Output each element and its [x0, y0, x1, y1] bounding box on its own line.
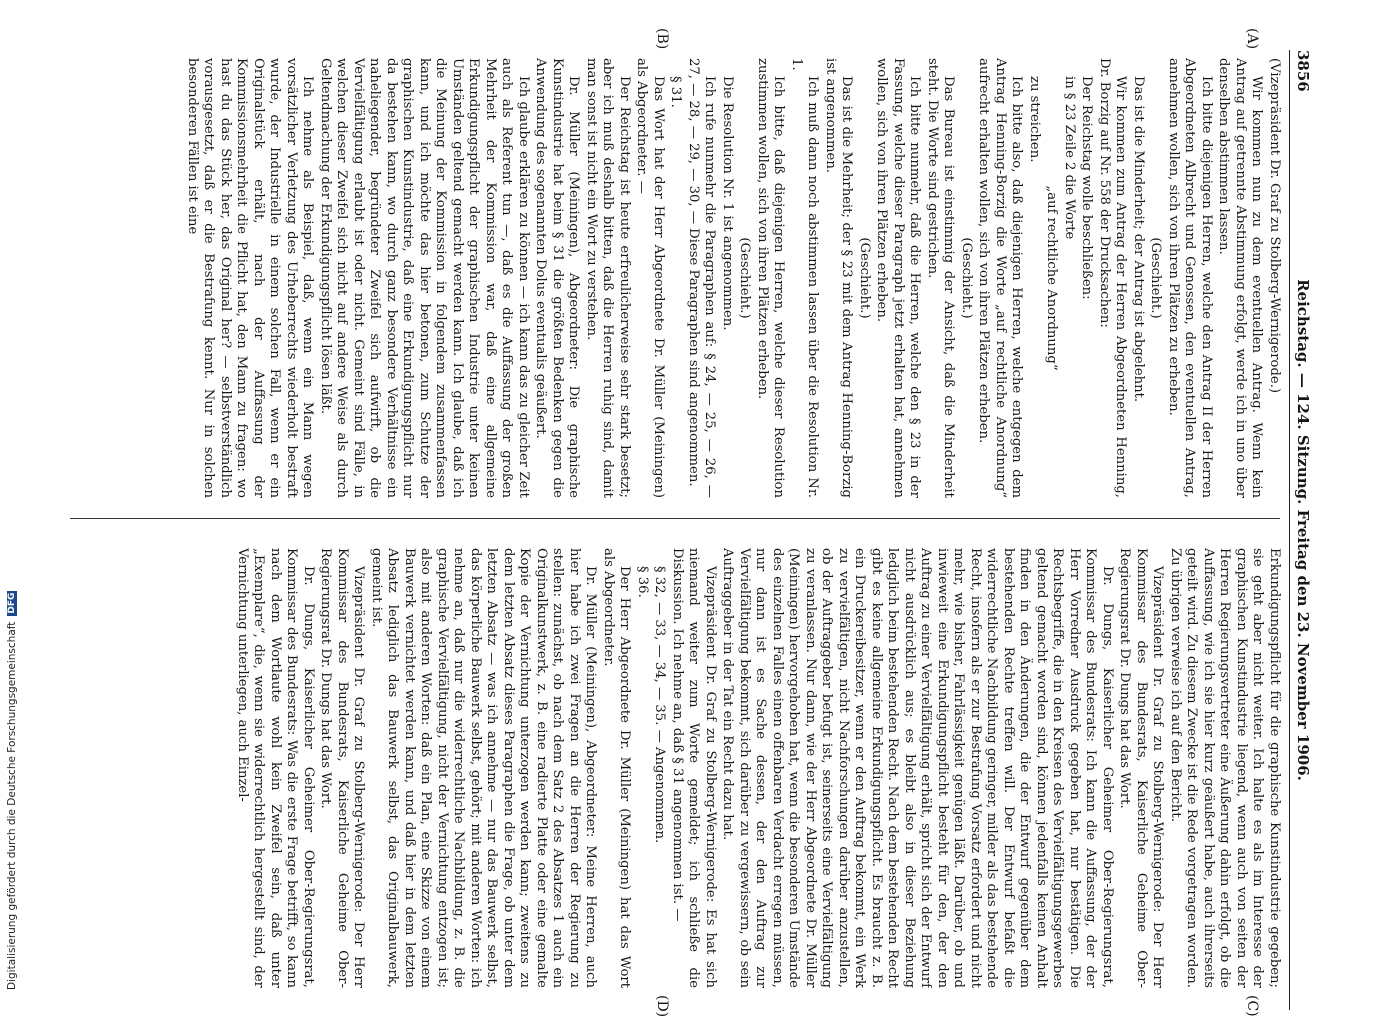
document-page	[20, 28, 1320, 1017]
paragraph: (Vizepräsident Dr. Graf zu Stolberg-Wernigerode.)	[1267, 58, 1282, 394]
paragraph: Vizepräsident Dr. Graf zu Stolberg-Wernigerode: Der Herr Kommissar des Bundesrats, Kaiserliche Geheime Ober-Regierungsrat Dr. Dungs hat das Wort.	[318, 548, 367, 988]
header-rule	[1289, 50, 1290, 1010]
paragraph: § 31.	[668, 76, 684, 108]
margin-mark-b: (B)	[654, 28, 670, 50]
paragraph: Ich muß dann noch abstimmen lassen über die Resolution Nr. 1.	[789, 58, 821, 498]
paragraph: Ich nehme als Beispiel, daß, wenn ein Mann wegen vorsätzlicher Verletzung des Urheberrechts wiederholt bestraft wurde, der Industrielle in einem solchen Fall, wenn er ein Originalstück erhält, nach der Auffassung der Kommissionsmehrheit die Pflicht hat, den Mann zu fragen: wo hast du das Stück her, das Original her? — selbstverständlich vorausgesetzt, daß er die Bestrafung kennt. Nur in solchen besonderen Fällen ist eine	[185, 58, 316, 498]
paragraph: Wir kommen zum Antrag der Herren Abgeordneten Henning, Dr. Borzig auf Nr. 558 der Drucksachen:	[1097, 58, 1129, 498]
page-number: 3856	[1294, 50, 1312, 92]
paragraph: Dr. Dungs, Kaiserlicher Geheimer Ober-Regierungsrat, Kommissar des Bundesrats: Ich kann die Auffassung, der der Herr Vorredner Ausdruck gegeben hat, nur bestätigen. Die Rechtsbegriffe, die in den Kreisen des Vervielfältigungsgewerbes geltend gemacht worden sind, können jedenfalls keinen Anhalt finden in den Änderungen, die der Entwurf gegenüber dem bestehenden Rechte treffen will. Der Entwurf befaßt die widerrechtliche Nachbildung geringer, milder als das bestehende Recht, insofern als er zur Bestrafung Vorsatz erfordert und nicht mehr, wie bisher, Fahrlässigkeit genügen läßt. Darüber, ob und inwieweit eine Erkundigungspflicht besteht für den, der den Auftrag zu einer Vervielfältigung erhält, spricht sich der Entwurf nicht ausdrücklich aus; es bleibt also in dieser Beziehung lediglich beim bestehenden Recht. Nach dem bestehenden Recht gibt es keine allgemeine Erkundigungspflicht. Es braucht z. B. ein Druckereibesitzer, wenn er den Auftrag bekommt, ein Werk zu vervielfältigen, nicht Nachforschungen darüber anzustellen, ob der Auftraggeber befugt ist, seinerseits eine Vervielfältigung zu veranlassen. Nur dann, wie der Herr Abgeordnete Dr. Müller (Meiningen) hervorgehoben hat, wenn die besonderen Umstände des einzelnen Falles einen offenbaren Verdacht erregen müssen, nur dann ist es Sache dessen, der den Auftrag zur Vervielfältigung bekommt, sich darüber zu vergewissern, ob sein Auftraggeber in der Tat ein Recht dazu hat.	[720, 548, 1115, 988]
paragraph: (Geschieht.)	[857, 237, 872, 319]
left-text-column	[62, 58, 1282, 498]
paragraph: Ich bitte also, daß diejenigen Herren, welche entgegen dem Antrag Henning-Borzig die Worte „auf rechtliche Anordnung“ aufrecht erhalten wollen, sich von ihren Plätzen erheben.	[976, 58, 1025, 498]
page-header	[1288, 50, 1312, 1010]
paragraph: zu streichen.	[1027, 76, 1042, 163]
paragraph: Wir kommen nun zu dem eventuellen Antrag. Wenn kein Antrag auf getrennte Abstimmung erfolgt, werde ich in uno über denselben abstimmen lassen.	[1216, 58, 1265, 498]
paragraph: Der Herr Abgeordnete Dr. Müller (Meiningen) hat das Wort als Abgeordneter.	[601, 548, 633, 988]
paragraph: Dr. Müller (Meiningen), Abgeordneter: Meine Herren, auch hier habe ich zwei Fragen an die Herren der Regierung zu stellen: zunächst, ob nach dem Satz 2 des Absatzes 1 auch ein Originalkunstwerk, z. B. eine radierte Platte oder eine gemalte Kopie der Vernichtung unterzogen werden kann; zweitens zu dem letzten Absatz dieses Paragraphen die Frage, ob unter dem letzten Absatz — was ich annehme — nur das Bauwerk selbst, das körperliche Bauwerk selbst, gehört; mit anderen Worten: ich nehme an, daß nur die widerrechtliche Nachbildung, z. B. die graphische Vervielfältigung, nicht der Vernichtung entzogen ist; also mit anderen Worten: daß ein Plan, eine Skizze von einem Bauwerk vernichtet werden kann, und daß hier in dem letzten Absatz lediglich das Bauwerk selbst, das Originalbauwerk, gemeint ist.	[369, 548, 599, 988]
paragraph: Ich glaube erklären zu können — ich kann das zu gleicher Zeit auch als Referent tun —, daß es die Auffassung der großen Mehrheit der Kommission war, daß eine allgemeine Erkundigungspflicht der graphischen Industrie unter keinen Umständen geltend gemacht werden kann. Ich glaube, daß ich die Meinung der Kommission in folgendem zusammenfassen kann, und ich möchte das hier betonen, zum Schutze der graphischen Kunstindustrie, daß eine Erkundigungspflicht nur da bestehen kann, wo durch ganz besondere Verhältnisse ein naheliegender, begründeter Zweifel sich aufwirft, ob die Vervielfältigung erlaubt ist oder nicht. Gemeint sind Fälle, in welchen dieser Zweifel sich nicht auf andere Weise als durch Geltendmachung der Erkundigungspflicht lösen läßt.	[318, 58, 531, 498]
paragraph: Der Reichstag wolle beschließen:	[1079, 76, 1095, 300]
paragraph: Dr. Dungs, Kaiserlicher Geheimer Ober-Regierungsrat, Kommissar des Bundesrats: Was die erste Frage betrifft, so kann nach dem Wortlaute wohl kein Zweifel sein, daß unter „Exemplare“, die, wenn sie widerrechtlich hergestellt sind, der Vernichtung unterliegen, auch Einzel-	[235, 548, 316, 988]
paragraph: (Geschieht.)	[959, 237, 974, 319]
paragraph: Das ist die Minderheit; der Antrag ist abgelehnt.	[1131, 76, 1146, 403]
paragraph: Erkundigungspflicht für die graphische Kunstindustrie gegeben; sie geht aber nicht weiter. Ich halte es als im Interesse der graphischen Kunstindustrie liegend, wenn auch von seiten der Herren Regierungsvertreter eine Äußerung dahin erfolgt, ob die Auffassung, wie ich sie hier kurz geäußert habe, auch ihrerseits geteilt wird. Zu diesem Zwecke ist die Rede vorgetragen worden. Zu übrigen verweise ich auf den Bericht.	[1168, 548, 1282, 988]
credit-text: Digitalisierung gefördert durch die Deutsche Forschungsgemeinschaft	[6, 621, 18, 990]
paragraph: (Geschieht.)	[1148, 237, 1164, 319]
paragraph: Vizepräsident Dr. Graf zu Stolberg-Wernigerode: Es hat sich niemand weiter zum Worte gemeldet; ich schließe die Diskussion. Ich nehme an, daß § 31 angenommen ist. —	[670, 548, 718, 988]
paragraph: Vizepräsident Dr. Graf zu Stolberg-Wernigerode: Der Herr Kommissar des Bundesrats, Kaiserliche Geheime Ober-Regierungsrat Dr. Dungs hat das Wort.	[1117, 548, 1166, 988]
paragraph: Das Bureau ist einstimmig der Ansicht, daß die Minderheit steht. Die Worte sind gestrichen.	[925, 58, 957, 498]
paragraph: Der Reichstag ist heute erfreulicherweise sehr stark besetzt; aber ich muß deshalb bitten, daß die Herren ruhig sind, damit man sonst ist nicht ein Wort zu verstehen.	[584, 58, 632, 498]
dfg-logo: DFG	[7, 592, 17, 614]
running-title: Reichstag. — 124. Sitzung. Freitag den 23. November 1906.	[1294, 279, 1312, 781]
paragraph: Ich rufe nunmehr die Paragraphen auf: § 24, — 25, — 26, — 27, — 28, — 29, — 30, — Diese Paragraphen sind angenommen.	[686, 58, 718, 498]
margin-mark-c: (C)	[1244, 995, 1260, 1017]
margin-mark-a: (A)	[1244, 28, 1260, 50]
paragraph: Das Wort hat der Herr Abgeordnete Dr. Müller (Meiningen) als Abgeordneter. —	[634, 58, 666, 498]
paragraph: Ich bitte, daß diejenigen Herren, welche dieser Resolution zustimmen wollen, sich von ihren Plätzen erheben.	[755, 58, 787, 498]
paragraph: „auf rechtliche Anordnung“	[1044, 185, 1060, 371]
right-text-column	[62, 548, 1282, 988]
paragraph: (Geschieht.)	[737, 237, 753, 319]
paragraph: Ich bitte nunmehr, daß die Herren, welche den § 23 in der Fassung, welche dieser Paragraph jetzt erhalten hat, annehmen wollen, sich von ihren Plätzen erheben.	[874, 58, 923, 498]
digitization-credit	[4, 560, 24, 990]
paragraph: Die Resolution Nr. 1 ist angenommen.	[720, 76, 735, 331]
paragraph: Das ist die Mehrheit; der § 23 mit dem Antrag Henning-Borzig ist angenommen.	[823, 58, 855, 498]
paragraph: Dr. Müller (Meiningen), Abgeordneter: Die graphische Kunstindustrie hat beim § 31 die größten Bedenken gegen die Anwendung des sogenannten Dolus eventualis geäußert.	[533, 58, 582, 498]
paragraph: in § 23 Zeile 2 die Worte	[1062, 76, 1077, 240]
paragraph: Ich bitte diejenigen Herren, welche den Antrag II der Herren Abgeordneten Albrecht und Genossen, den eventuellen Antrag, annehmen wollen, sich von ihren Plätzen zu erheben.	[1166, 58, 1214, 498]
margin-mark-d: (D)	[654, 995, 670, 1017]
paragraph: § 32, — 33, — 34, — 35. — Angenommen.	[652, 566, 668, 844]
paragraph: § 36.	[635, 566, 650, 598]
column-divider	[70, 518, 1280, 519]
